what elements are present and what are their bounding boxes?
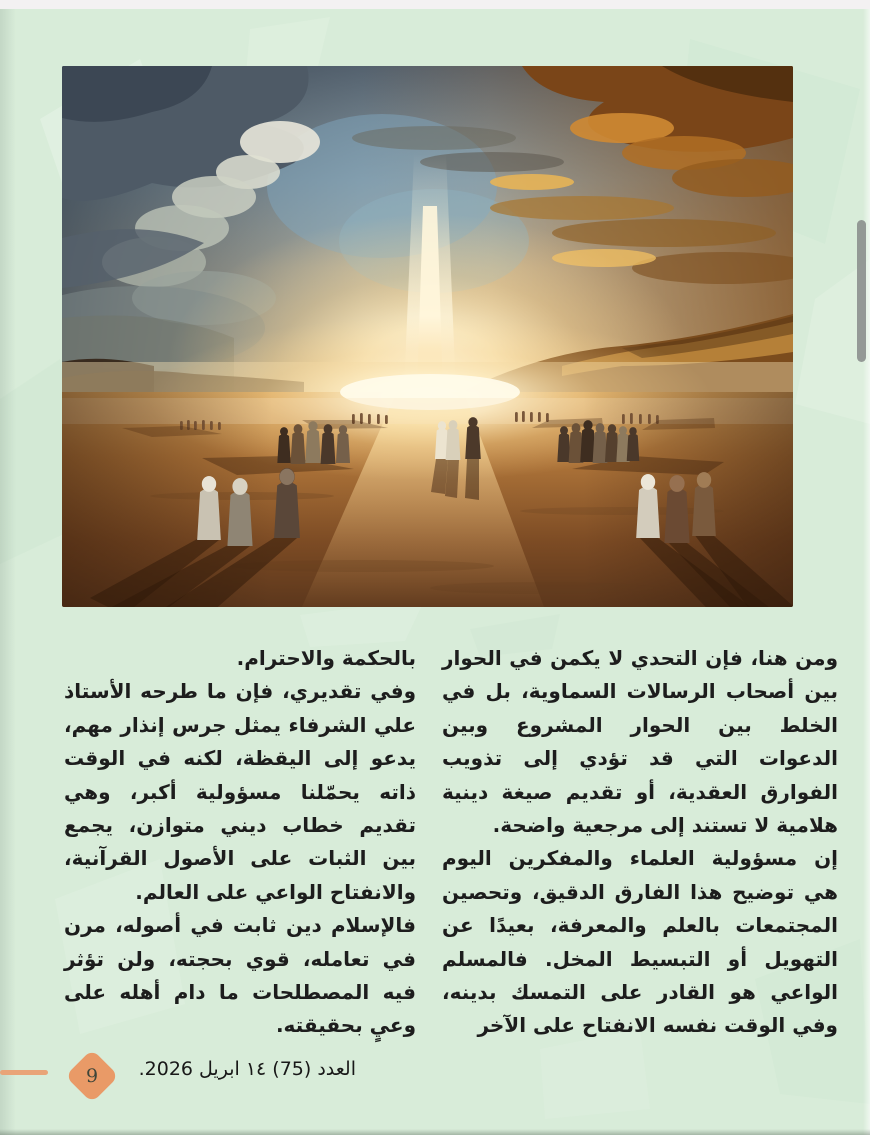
paragraph: فالإسلام دين ثابت في أصوله، مرن في تعامله، قوي بحجته، ولن تؤثر فيه المصطلحات ما دام أهله على وعيٍ بحقيقته. — [64, 913, 416, 1038]
column-left — [64, 642, 416, 1043]
column-right — [442, 642, 838, 1043]
issue-line: العدد (75) ١٤ ابريل 2026. — [138, 1058, 356, 1080]
scrollbar-thumb[interactable] — [857, 220, 866, 362]
page-edge-shading-bottom — [0, 1129, 870, 1135]
magazine-page — [0, 9, 870, 1135]
paragraph: وفي تقديري، فإن ما طرحه الأستاذ علي الشرفاء يمثل جرس إنذار مهم، يدعو إلى اليقظة، لكنه في الوقت ذاته يحمّلنا مسؤولية أكبر، وهي تقديم خطاب ديني متوازن، يجمع بين الثبات على الأصول القرآنية، والانفتاح الواعي على العالم. — [64, 679, 416, 904]
paragraph: إن مسؤولية العلماء والمفكرين اليوم هي توضيح هذا الفارق الدقيق، وتحصين المجتمعات بالعلم والمعرفة، بعيدًا عن التهويل أو التبسيط المخل. فالمسلم الواعي هو القادر على التمسك بدينه، وفي الوقت نفسه الانفتاح على الآخر — [442, 846, 838, 1038]
page-edge-shading-right — [863, 9, 870, 1135]
paragraph: بالحكمة والاحترام. — [236, 646, 416, 670]
page-edge-shading-left — [0, 9, 16, 1135]
article-columns — [64, 642, 838, 1043]
footer-accent-rule — [0, 1070, 48, 1075]
page-number: 9 — [85, 1065, 99, 1087]
paragraph: ومن هنا، فإن التحدي لا يكمن في الحوار بين أصحاب الرسالات السماوية، بل في الخلط بين الحوار المشروع وبين الدعوات التي قد تؤدي إلى تذويب الفوارق العقدية، أو تقديم صيغة دينية هلامية لا تستند إلى مرجعية واضحة. — [442, 646, 838, 838]
hero-image — [62, 66, 793, 607]
